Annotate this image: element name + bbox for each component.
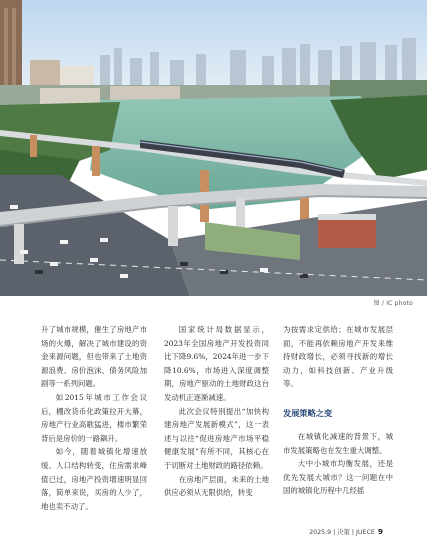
issue-info: 2025.9 | 决策 | JUECE (309, 529, 375, 536)
photo-credit: 图 / IC photo (373, 300, 413, 307)
paragraph: 在房地产层面，未来的土地供应必须从无限供给，转变 (164, 474, 269, 498)
paragraph: 如今，随着城镇化增速放缓、人口结构转变，住房需求峰值已过，房地产投资增速明显回落，简单来说，买房的人少了，地也卖不动了。 (41, 447, 147, 511)
text-column-2 (164, 323, 269, 500)
text-column-3 (283, 323, 393, 498)
section-heading: 发展策略之变 (283, 407, 333, 418)
page-footer (309, 527, 383, 536)
page-number: 9 (377, 527, 383, 536)
paragraph: 大中小城市均衡发展，还是优先发展大城市？这一问题在中国的城镇化历程中几经摇 (283, 459, 393, 496)
paragraph: 国家统计局数据显示，2023年全国房地产开发投资同比下降9.6%，2024年进一步下降10.6%，市场进入深度调整期，房地产驱动的土地财政这台发动机正逐渐减速。 (164, 325, 269, 402)
paragraph: 为按需求定供给；在城市发展层面，不能再依赖房地产开发来维持财政增长，必须寻找新的增长动力，如科技创新、产业升级等。 (283, 325, 393, 389)
text-column-1 (41, 323, 147, 513)
paragraph: 此次会议特别提出“加快构建房地产发展新模式”，这一表述与以往“促进房地产市场平稳健康发展”有所不同，其核心在于切断对土地财政的路径依赖。 (164, 406, 269, 470)
paragraph: 升了城市规模，催生了房地产市场的火爆，解决了城市建设的资金来源问题，但也带来了土地资源浪费、房价泡沫、债务风险加剧等一系列问题。 (41, 325, 147, 389)
paragraph: 在城镇化减速的背景下，城市发展策略也在发生重大调整。 (283, 431, 393, 455)
paragraph: 如2015年城市工作会议后，棚改货币化政策拉开大幕，房地产行业高歌猛进，楼市繁荣背后是房价的一路飙升。 (41, 392, 147, 443)
